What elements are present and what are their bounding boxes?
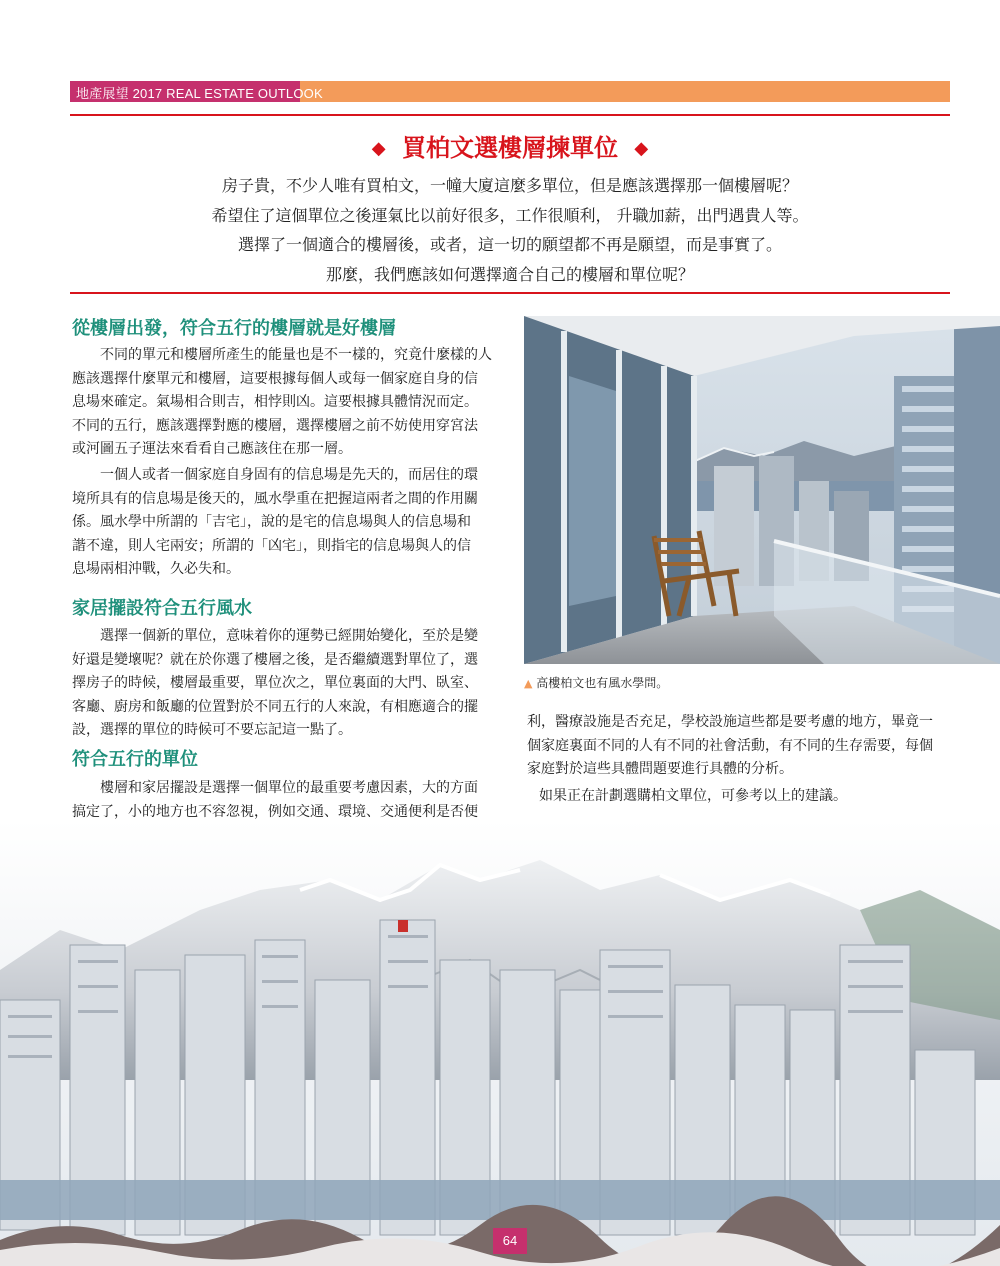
paragraph-continued xyxy=(527,711,953,782)
balcony-photo xyxy=(524,316,1000,664)
text-line: 諧不違，則人宅兩安；所謂的「凶宅」，則指宅的信息場與人的信 xyxy=(72,537,471,554)
text-line: 息場兩相沖戰，久必失和。 xyxy=(72,561,240,578)
text-line: 家庭對於這些具體問題要進行具體的分析。 xyxy=(527,761,793,778)
photo-caption xyxy=(524,674,668,691)
text-line: 境所具有的信息場是後天的，風水學重在把握這兩者之間的作用關 xyxy=(72,490,478,507)
intro-line: 房子貴，不少人唯有買柏文，一幢大廈這麼多單位，但是應該選擇那一個樓層呢？ xyxy=(221,176,798,195)
text-line: 係。風水學中所謂的「吉宅」，說的是宅的信息場與人的信息場和 xyxy=(72,514,471,531)
section-heading: 符合五行的單位 xyxy=(72,749,198,770)
diamond-icon: ◆ xyxy=(634,138,649,159)
paragraph xyxy=(72,777,500,824)
text-line: 不同的單元和樓層所產生的能量也是不一樣的，究竟什麼樣的人 xyxy=(100,347,492,363)
text-line: 個家庭裏面不同的人有不同的社會活動，有不同的生存需要，每個 xyxy=(527,737,933,754)
diamond-icon: ◆ xyxy=(371,138,386,159)
text-line: 不同的五行，應該選擇對應的樓層，選擇樓層之前不妨使用穿宮法 xyxy=(72,417,478,434)
text-line: 或河圖五子運法來看看自己應該住在那一層。 xyxy=(72,441,352,458)
header-label: 地產展望 2017 REAL ESTATE OUTLOOK xyxy=(76,86,323,101)
text-line: 選擇一個新的單位，意味着你的運勢已經開始變化，至於是變 xyxy=(100,628,478,644)
paragraph xyxy=(72,464,500,582)
text-line: 擇房子的時候，樓層最重要，單位次之，單位裏面的大門、臥室、 xyxy=(72,675,478,692)
text-line: 客廳、廚房和飯廳的位置對於不同五行的人來說，有相應適合的擺 xyxy=(72,698,478,715)
intro-line: 選擇了一個適合的樓層後，或者，這一切的願望都不再是願望，而是事實了。 xyxy=(237,235,782,254)
intro-line: 希望住了這個單位之後運氣比以前好很多，工作很順利， 升職加薪，出門遇貴人等。 xyxy=(211,205,809,225)
section-heading: 家居擺設符合五行風水 xyxy=(72,598,252,619)
text-line: 樓層和家居擺設是選擇一個單位的最重要考慮因素，大的方面 xyxy=(100,780,478,796)
text-line: 息場來確定。氣場相合則吉，相悖則凶。這要根據具體情況而定。 xyxy=(72,394,478,411)
top-divider xyxy=(70,114,950,116)
paragraph xyxy=(72,344,500,462)
text-line: 設，選擇的單位的時候可不要忘記這一點了。 xyxy=(72,722,352,739)
text-line: 搞定了，小的地方也不容忽視，例如交通、環境、交通便利是否便 xyxy=(72,803,478,820)
text-line: 一個人或者一個家庭自身固有的信息場是先天的，而居住的環 xyxy=(100,467,478,483)
intro-divider xyxy=(70,292,950,294)
article-intro xyxy=(70,171,950,289)
header-bar-orange xyxy=(300,81,950,102)
text-line: 利，醫療設施是否充足，學校設施這些都是要考慮的地方，畢竟一 xyxy=(527,714,933,730)
triangle-icon: ▲ xyxy=(524,677,533,690)
article-title xyxy=(70,128,950,163)
paragraph xyxy=(527,785,953,809)
intro-line: 那麼，我們應該如何選擇適合自己的樓層和單位呢？ xyxy=(325,264,694,284)
text-line: 如果正在計劃選購柏文單位，可參考以上的建議。 xyxy=(539,788,847,804)
article-title-text: 買柏文選樓層揀單位 xyxy=(402,134,618,162)
cityscape-photo xyxy=(0,820,1000,1266)
photo-caption-text: 高樓柏文也有風水學問。 xyxy=(536,676,669,690)
text-line: 好還是變壞呢？就在於你選了樓層之後，是否繼續選對單位了，選 xyxy=(72,651,478,668)
text-line: 應該選擇什麼單元和樓層，這要根據每個人或每一個家庭自身的信 xyxy=(72,370,478,387)
section-heading: 從樓層出發，符合五行的樓層就是好樓層 xyxy=(72,318,396,339)
paragraph xyxy=(72,625,500,743)
page-number: 64 xyxy=(493,1228,527,1254)
